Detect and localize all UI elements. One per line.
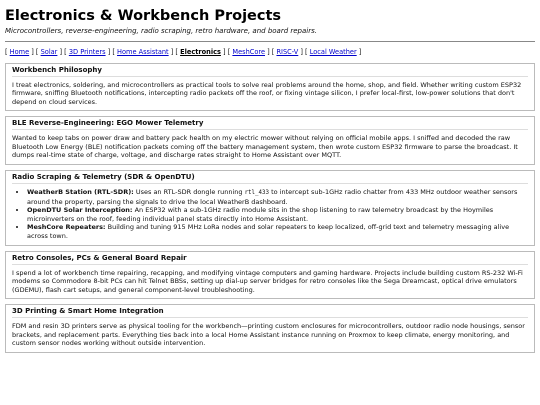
nav-link-home[interactable]: Home [9,48,30,56]
section-title: BLE Reverse-Engineering: EGO Mower Telemetry [12,119,528,130]
item-label: MeshCore Repeaters: [27,223,106,232]
section-philosophy [5,63,535,112]
inline-code: rtl_433 [244,190,269,197]
section-body: I treat electronics, soldering, and microcontrollers as practical tools to solve real problems around the home, shop, and field. Whether writing custom ESP32 firmware, sniffing Bluetooth notifications, intercepting radio packets off the roof, or fixing vintage silicon, I prefer local-first, low-power solutions that don't depend on cloud services. [12,80,522,106]
header-divider [5,41,535,42]
section-title: 3D Printing & Smart Home Integration [12,307,528,318]
item-label: WeatherB Station (RTL-SDR): [27,188,134,197]
list-item: • WeatherB Station (RTL-SDR): Uses an RTL-SDR dongle running rtl_433 to intercept sub-1GHz radio chatter from 433 MHz outdoor weather sensors around the property, parsing the signals to drive the local WeatherB dashboard. [27,188,528,206]
nav-link-solar[interactable]: Solar [40,48,58,56]
nav-link-local-weather[interactable]: Local Weather [309,48,357,56]
nav-link-home-assistant[interactable]: Home Assistant [117,48,169,56]
section-title: Retro Consoles, PCs & General Board Repair [12,254,528,265]
top-nav: [ Home ] [ Solar ] [ 3D Printers ] [ Home Assistant ] [ Electronics ] [ MeshCore ] [ RISC-V ] [ Local Weather ] [5,48,362,56]
section-retro [5,251,535,300]
section-title: Radio Scraping & Telemetry (SDR & OpenDTU) [12,173,528,184]
list-item: • OpenDTU Solar Interception: An ESP32 with a sub-1GHz radio module sits in the shop listening to raw telemetry broadcast by the Hoymiles microinverters on the roof, feeding individual panel stats directly into Home Assistant. [27,206,528,223]
page-subtitle: Microcontrollers, reverse-engineering, radio scraping, retro hardware, and board repairs. [5,27,317,35]
section-ble [5,116,535,165]
radio-list [12,188,528,241]
nav-link-electronics[interactable]: Electronics [180,48,221,56]
section-body: I spend a lot of workbench time repairing, recapping, and modifying vintage computers and gaming hardware. Projects include building custom RS-232 Wi-Fi modems so Commodore 8-bit PCs can hit Telnet BBSs, setting up dial-up server bridges for retro consoles like the Sega Dreamcast, optical drive emulators (GDEMU), flash cart setups, and general component-level troubleshooting. [12,268,523,294]
section-radio [5,170,535,246]
nav-link-3d-printers[interactable]: 3D Printers [68,48,106,56]
nav-link-risc-v[interactable]: RISC-V [276,48,299,56]
section-body: FDM and resin 3D printers serve as physical tooling for the workbench—printing custom enclosures for microcontrollers, outdoor radio node housings, sensor brackets, and replacement parts. Everything ties back into a local Home Assistant instance running on Proxmox to keep climate, energy monitoring, and custom sensor nodes working without outside intervention. [12,322,525,348]
item-label: OpenDTU Solar Interception: [27,206,133,215]
section-body: Wanted to keep tabs on power draw and battery pack health on my electric mower without relying on official mobile apps. I sniffed and decoded the raw Bluetooth Low Energy (BLE) notification packets coming off the battery management system, then wrote custom ESP32 firmware to parse the broadcast. It dumps real-time state of charge, voltage, and discharge rates straight to Home Assistant over MQTT. [12,134,518,160]
section-title: Workbench Philosophy [12,66,528,77]
nav-link-meshcore[interactable]: MeshCore [232,48,266,56]
list-item: • MeshCore Repeaters: Building and tuning 915 MHz LoRa nodes and solar repeaters to keep localized, off-grid text and telemetry messaging alive across town. [27,223,528,240]
page-title: Electronics & Workbench Projects [5,8,282,24]
section-printing [5,304,535,353]
